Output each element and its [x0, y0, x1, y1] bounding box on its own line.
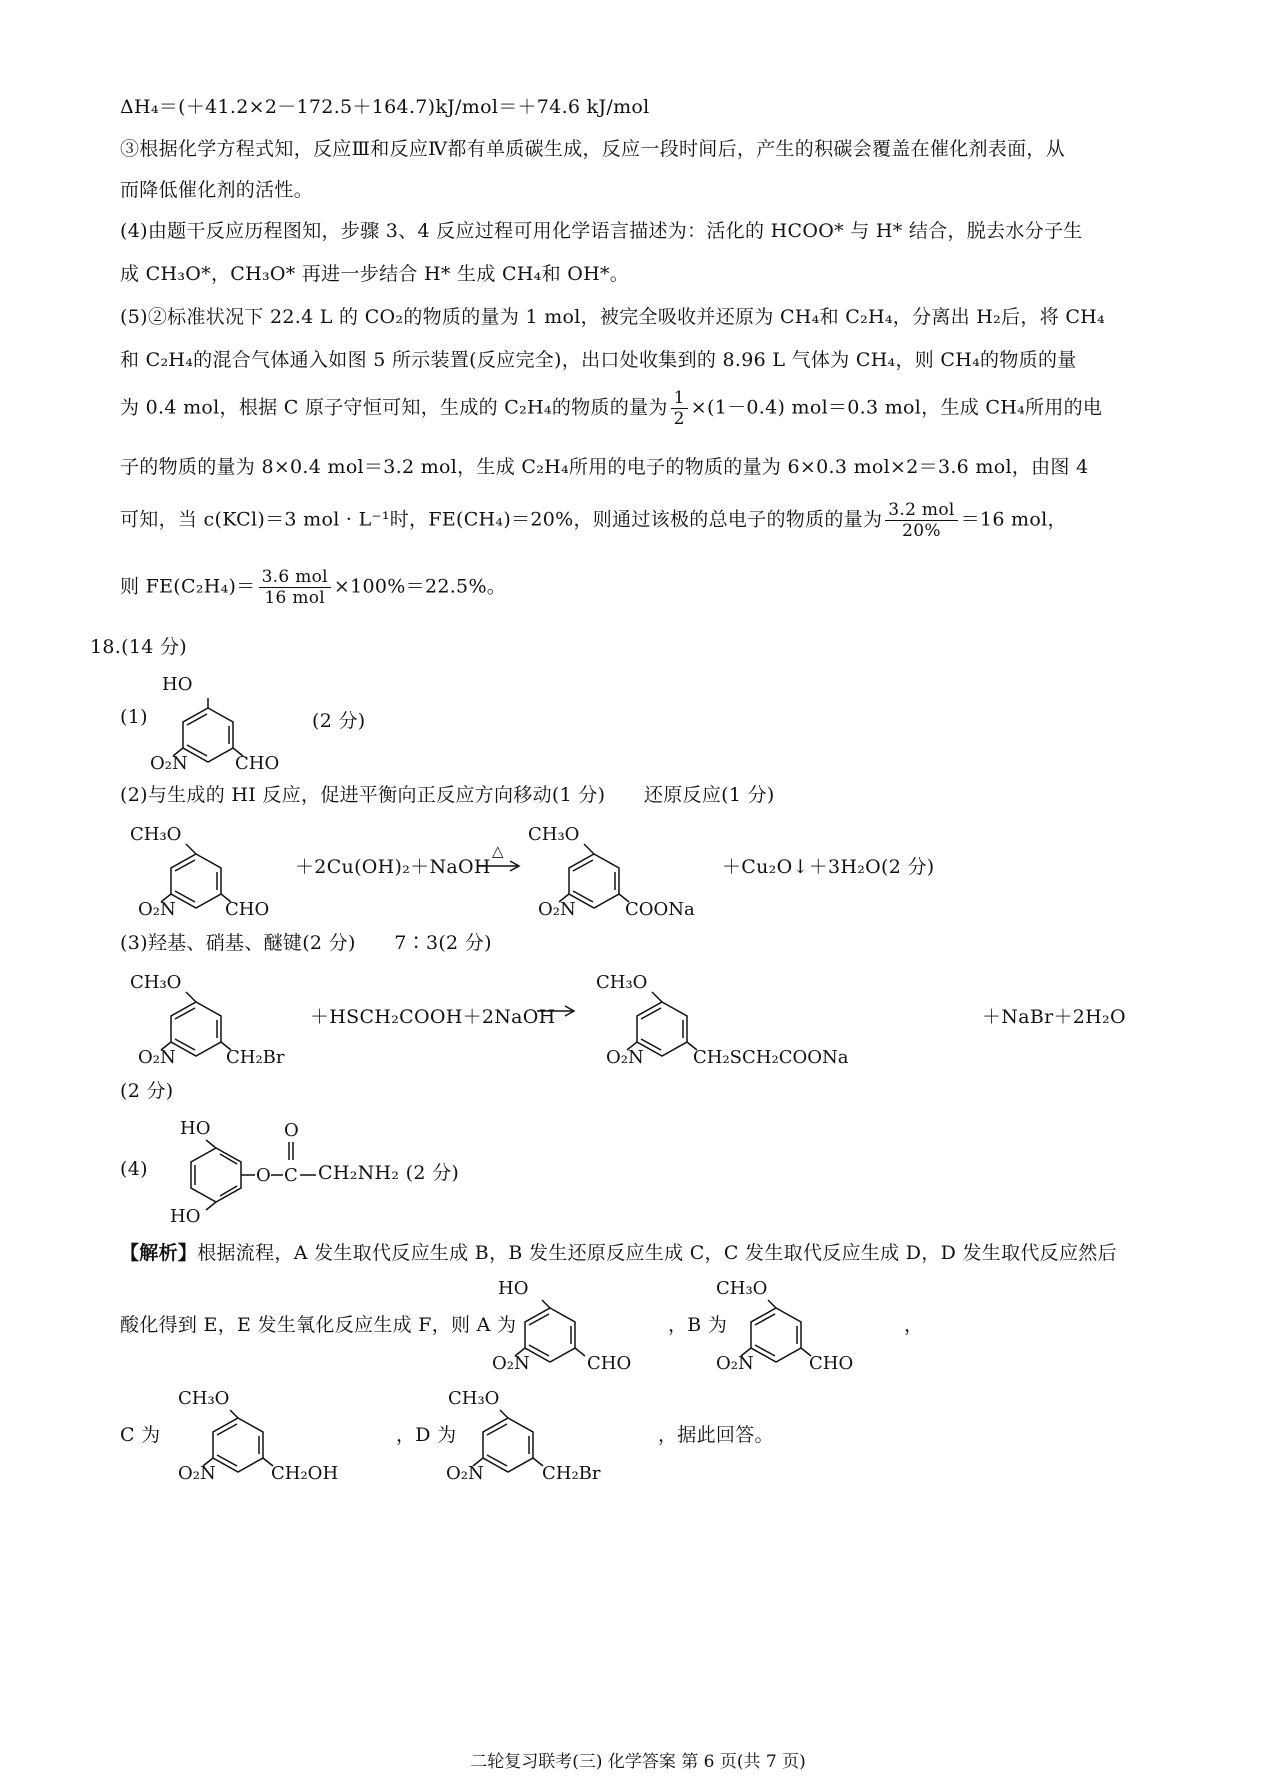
eq1-arrow — [478, 840, 522, 878]
svg-text:CH₃O: CH₃O — [596, 972, 648, 993]
svg-text:CH₃O: CH₃O — [178, 1388, 230, 1409]
line-5-a: (5)②标准状况下 22.4 L 的 CO₂的物质的量为 1 mol，被完全吸收并还原为 CH₄和 C₂H₄，分离出 H₂后，将 CH₄ — [120, 306, 1105, 328]
svg-text:CHO: CHO — [809, 1353, 854, 1374]
eq2-end: ＋NaBr＋2H₂O — [982, 1006, 1126, 1028]
line-5-e: 可知，当 c(KCl)＝3 mol · L⁻¹时，FE(CH₄)＝20%，则通过该极的总电子的物质的量为 $\frac{\text{3.2 mol}}{20\%}$ ＝16 mol， — [120, 500, 1067, 541]
svg-text:CH₂SCH₂COONa: CH₂SCH₂COONa — [693, 1047, 849, 1068]
svg-text:O: O — [256, 1165, 271, 1186]
eq2-middle: ＋HSCH₂COOH＋2NaOH — [310, 1006, 556, 1028]
fraction-half: $\frac{1}{2}$ — [671, 388, 688, 429]
svg-text:O: O — [284, 1120, 299, 1141]
svg-text:CHO: CHO — [587, 1353, 632, 1374]
answer-1-score: (2 分) — [312, 710, 366, 732]
svg-text:HO: HO — [162, 674, 193, 695]
svg-text:O₂N: O₂N — [606, 1047, 644, 1068]
svg-text:O₂N: O₂N — [138, 1047, 176, 1068]
fraction-total-electrons: $\frac{\text{3.2 mol}}{20\%}$ — [885, 500, 957, 541]
eq1-end: ＋Cu₂O↓＋3H₂O(2 分) — [722, 856, 935, 878]
analysis-line-2: 酸化得到 E，E 发生氧化反应生成 F，则 A 为 — [120, 1314, 517, 1336]
analysis-b-label: ，B 为 — [668, 1314, 728, 1336]
svg-text:HO: HO — [498, 1278, 529, 1299]
svg-text:O₂N: O₂N — [446, 1463, 484, 1484]
answer-3: (3)羟基、硝基、醚键(2 分) 7∶3(2 分) — [120, 932, 492, 954]
answer-4-tail: CH₂NH₂ (2 分) — [318, 1162, 460, 1184]
molecule-b — [712, 1272, 892, 1376]
svg-text:CHO: CHO — [235, 753, 280, 774]
line-5-d: 子的物质的量为 8×0.4 mol＝3.2 mol，生成 C₂H₄所用的电子的物质的量为 6×0.3 mol×2＝3.6 mol，由图 4 — [120, 456, 1089, 478]
svg-text:CH₂OH: CH₂OH — [271, 1463, 339, 1484]
analysis-heading: 【解析】 — [120, 1242, 198, 1264]
svg-text:CH₃O: CH₃O — [716, 1278, 768, 1299]
line-5-f: 则 FE(C₂H₄)＝ $\frac{\text{3.6 mol}}{\text{16 mol}}$ ×100%＝22.5%。 — [120, 567, 507, 608]
svg-text:HO: HO — [170, 1206, 201, 1227]
answer-2: (2)与生成的 HI 反应，促进平衡向正反应方向移动(1 分) 还原反应(1 分) — [120, 784, 775, 806]
svg-text:C: C — [284, 1165, 298, 1186]
svg-text:O₂N: O₂N — [716, 1353, 754, 1374]
line-dh4: ΔH₄＝(＋41.2×2－172.5＋164.7)kJ/mol＝＋74.6 kJ/mol — [120, 96, 650, 118]
eq2-score: (2 分) — [120, 1080, 174, 1102]
analysis-end: ，据此回答。 — [658, 1424, 774, 1446]
molecule-a1 — [150, 670, 330, 774]
page-footer: 二轮复习联考(三) 化学答案 第 6 页(共 7 页) — [470, 1752, 806, 1772]
analysis-comma: ， — [904, 1314, 924, 1336]
analysis-line-1: 【解析】根据流程，A 发生取代反应生成 B，B 发生还原反应生成 C，C 发生取代反应生成 D，D 发生取代反应然后 — [120, 1242, 1117, 1264]
svg-text:CH₃O: CH₃O — [448, 1388, 500, 1409]
molecule-c — [160, 1382, 370, 1486]
svg-text:O₂N: O₂N — [138, 899, 176, 920]
svg-text:HO: HO — [180, 1118, 211, 1139]
molecule-eq2-product — [590, 968, 860, 1072]
svg-text:COONa: COONa — [625, 899, 695, 920]
svg-text:CH₃O: CH₃O — [130, 824, 182, 845]
line-3-b: 而降低催化剂的活性。 — [120, 179, 314, 201]
line-5-b: 和 C₂H₄的混合气体通入如图 5 所示装置(反应完全)，出口处收集到的 8.96 L 气体为 CH₄，则 CH₄的物质的量 — [120, 349, 1077, 371]
question-18-heading: 18.(14 分) — [90, 636, 187, 658]
molecule-eq2-reactant — [118, 968, 318, 1072]
svg-text:O₂N: O₂N — [178, 1463, 216, 1484]
svg-text:△: △ — [492, 842, 504, 860]
line-4-b: 成 CH₃O*，CH₃O* 再进一步结合 H* 生成 CH₄和 OH*。 — [120, 263, 630, 285]
molecule-d — [432, 1382, 632, 1486]
molecule-a — [492, 1272, 672, 1376]
svg-text:CH₃O: CH₃O — [130, 972, 182, 993]
svg-text:O₂N: O₂N — [150, 753, 188, 774]
answer-1-label: (1) — [120, 706, 148, 728]
eq1-middle: ＋2Cu(OH)₂＋NaOH — [295, 856, 491, 878]
line-3-a: ③根据化学方程式知，反应Ⅲ和反应Ⅳ都有单质碳生成，反应一段时间后，产生的积碳会覆盖在催化剂表面，从 — [120, 138, 1066, 160]
svg-text:CH₂Br: CH₂Br — [542, 1463, 601, 1484]
fraction-fe-c2h4: $\frac{\text{3.6 mol}}{\text{16 mol}}$ — [259, 567, 331, 608]
eq2-arrow — [537, 1000, 581, 1024]
svg-text:O₂N: O₂N — [538, 899, 576, 920]
svg-text:O₂N: O₂N — [492, 1353, 530, 1374]
svg-text:CH₃O: CH₃O — [528, 824, 580, 845]
analysis-c-label: C 为 — [120, 1424, 161, 1446]
svg-text:CH₂Br: CH₂Br — [226, 1047, 285, 1068]
line-5-c: 为 0.4 mol，根据 C 原子守恒可知，生成的 C₂H₄的物质的量为 $\frac{1}{2}$ ×(1－0.4) mol＝0.3 mol，生成 CH₄所用的电 — [120, 388, 1103, 429]
molecule-eq1-reactant — [118, 820, 298, 924]
svg-text:CHO: CHO — [225, 899, 270, 920]
line-4-a: (4)由题干反应历程图知，步骤 3、4 反应过程可用化学语言描述为：活化的 HCOO* 与 H* 结合，脱去水分子生 — [120, 220, 1083, 242]
analysis-d-label: ，D 为 — [396, 1424, 457, 1446]
molecule-eq1-product — [522, 820, 722, 924]
answer-4-label: (4) — [120, 1158, 148, 1180]
